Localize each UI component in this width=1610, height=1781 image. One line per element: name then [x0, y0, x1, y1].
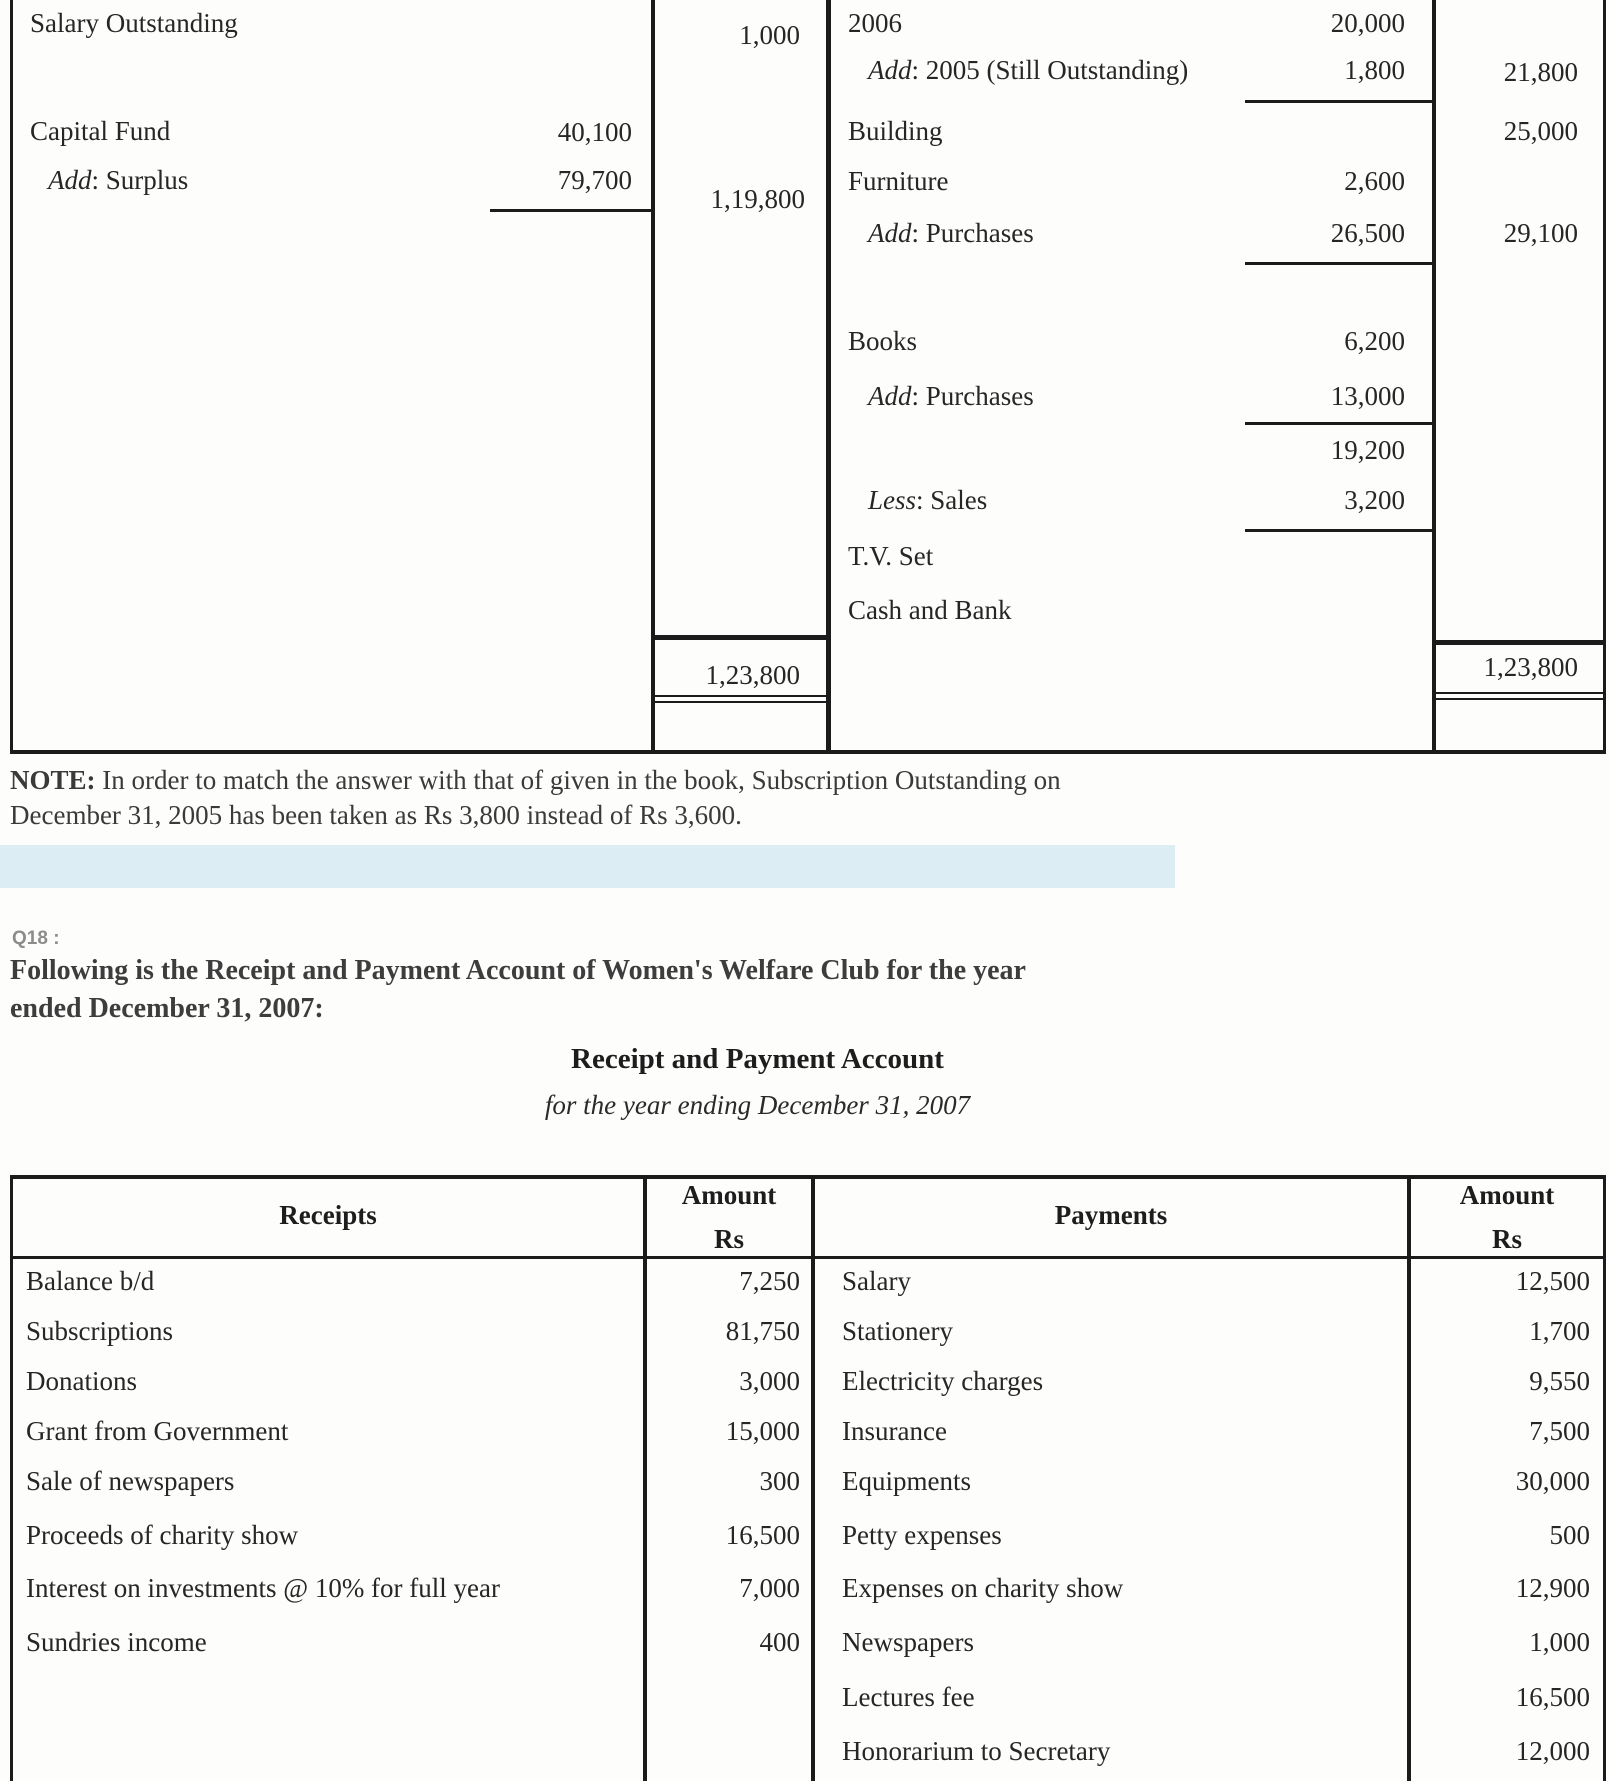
- receipt-label: Proceeds of charity show: [26, 1520, 299, 1550]
- payment-label: Lectures fee: [842, 1682, 975, 1712]
- furniture-total: 29,100: [1503, 218, 1578, 248]
- payment-amount: 12,000: [1515, 1736, 1590, 1766]
- furniture-add-prefix: Add: [868, 218, 912, 248]
- bs-right-total-double-rule-1: [1432, 692, 1606, 694]
- cash-and-bank-label: Cash and Bank: [848, 595, 1012, 625]
- rp-account-title: Receipt and Payment Account: [571, 1043, 944, 1075]
- rp-border-top: [10, 1175, 1606, 1179]
- tv-set-label: T.V. Set: [848, 541, 934, 571]
- note-text-1: In order to match the answer with that of given in the book, Subscription Outstanding on: [95, 765, 1061, 795]
- less-sales-prefix: Less: [868, 485, 917, 515]
- receipt-label: Subscriptions: [26, 1316, 174, 1346]
- payment-label: Newspapers: [842, 1627, 974, 1657]
- rp-header-rule: [10, 1256, 1606, 1259]
- receipt-label: Grant from Government: [26, 1416, 289, 1446]
- bs-right-total-top-rule: [1432, 640, 1606, 645]
- payment-amount: 9,550: [1529, 1366, 1590, 1396]
- furniture-label: Furniture: [848, 166, 949, 196]
- rp-divider-3: [1407, 1175, 1411, 1781]
- capital-fund-total: 1,19,800: [710, 184, 805, 214]
- furniture-value: 2,600: [1344, 166, 1405, 196]
- rp-border-left: [10, 1175, 13, 1781]
- capital-fund-value: 40,100: [557, 117, 632, 147]
- payment-label: Stationery: [842, 1316, 953, 1346]
- rp-header-amount-2b: Rs: [1491, 1224, 1522, 1254]
- left-total: 1,23,800: [705, 660, 800, 690]
- bs-left-total-top-rule: [651, 635, 831, 640]
- receipt-label: Donations: [26, 1366, 137, 1396]
- payment-label: Equipments: [842, 1466, 971, 1496]
- subscription-2006-label: 2006: [848, 8, 902, 38]
- right-total: 1,23,800: [1483, 652, 1578, 682]
- books-value: 6,200: [1344, 326, 1405, 356]
- add-surplus-prefix: Add: [48, 165, 92, 195]
- less-sales-text: : Sales: [916, 485, 988, 515]
- capital-fund-label: Capital Fund: [30, 116, 171, 146]
- add-surplus-label: [48, 165, 188, 196]
- less-sales-label: [868, 485, 987, 516]
- question-id: Q18 :: [12, 928, 60, 949]
- bs-border-left: [10, 0, 13, 753]
- add-2005-value: 1,800: [1344, 55, 1405, 85]
- receipt-amount: 300: [759, 1466, 800, 1496]
- bs-rule-under-79700: [490, 209, 651, 212]
- rp-header-amount-1a: Amount: [681, 1180, 777, 1210]
- receipt-amount: 7,250: [739, 1266, 800, 1296]
- furniture-add-text: : Purchases: [911, 218, 1034, 248]
- payment-amount: 7,500: [1529, 1416, 1590, 1446]
- bs-rule-under-3200: [1245, 529, 1432, 532]
- note-line-1: [10, 765, 1061, 796]
- building-label: Building: [848, 116, 943, 146]
- rp-account-subtitle: for the year ending December 31, 2007: [544, 1090, 971, 1120]
- building-amount: 25,000: [1503, 116, 1578, 146]
- bs-rule-under-26500: [1245, 262, 1432, 265]
- rp-header-payments: Payments: [1054, 1200, 1168, 1230]
- bs-border-bottom: [10, 750, 1606, 754]
- add-2005-text: : 2005 (Still Outstanding): [911, 55, 1189, 85]
- rp-border-right: [1603, 1175, 1606, 1781]
- books-add-text: : Purchases: [911, 381, 1034, 411]
- receipt-amount: 7,000: [739, 1573, 800, 1603]
- payment-label: Honorarium to Secretary: [842, 1736, 1111, 1766]
- receipt-label: Balance b/d: [26, 1266, 155, 1296]
- note-label: NOTE:: [10, 765, 96, 795]
- books-add-purchases-label: [868, 381, 1034, 412]
- payment-amount: 12,900: [1515, 1573, 1590, 1603]
- receipt-label: Sale of newspapers: [26, 1466, 235, 1496]
- furniture-add-purchases-label: [868, 218, 1034, 249]
- payment-amount: 30,000: [1515, 1466, 1590, 1496]
- note-line-2: December 31, 2005 has been taken as Rs 3,800 instead of Rs 3,600.: [10, 800, 742, 830]
- payment-amount: 1,000: [1529, 1627, 1590, 1657]
- receipt-amount: 3,000: [739, 1366, 800, 1396]
- bs-rule-under-1800: [1245, 100, 1432, 103]
- bs-divider-left-amount: [651, 0, 655, 753]
- add-2005-prefix: Add: [868, 55, 912, 85]
- bs-left-total-double-rule-1: [651, 695, 831, 697]
- payment-label: Petty expenses: [842, 1520, 1002, 1550]
- books-add-value: 13,000: [1330, 381, 1405, 411]
- receipt-amount: 81,750: [725, 1316, 800, 1346]
- bs-divider-center: [826, 0, 831, 753]
- payment-label: Electricity charges: [842, 1366, 1044, 1396]
- rp-header-amount-1b: Rs: [713, 1224, 744, 1254]
- books-subtotal: 19,200: [1330, 435, 1405, 465]
- subscription-2006-value: 20,000: [1330, 8, 1405, 38]
- payment-amount: 12,500: [1515, 1266, 1590, 1296]
- add-surplus-text: : Surplus: [91, 165, 189, 195]
- books-label: Books: [848, 326, 918, 356]
- payment-label: Salary: [842, 1266, 911, 1296]
- salary-outstanding-label: Salary Outstanding: [30, 8, 238, 38]
- receipt-amount: 15,000: [725, 1416, 800, 1446]
- receipt-label: Interest on investments @ 10% for full year: [26, 1573, 500, 1603]
- less-sales-value: 3,200: [1344, 485, 1405, 515]
- receipt-amount: 400: [759, 1627, 800, 1657]
- section-divider-band: [0, 845, 1175, 888]
- furniture-add-value: 26,500: [1330, 218, 1405, 248]
- add-surplus-value: 79,700: [557, 165, 632, 195]
- books-add-prefix: Add: [868, 381, 912, 411]
- payment-label: Insurance: [842, 1416, 947, 1446]
- payment-amount: 1,700: [1529, 1316, 1590, 1346]
- payment-amount: 500: [1549, 1520, 1590, 1550]
- payment-amount: 16,500: [1515, 1682, 1590, 1712]
- rp-divider-2: [811, 1175, 815, 1781]
- question-line-1: Following is the Receipt and Payment Account of Women's Welfare Club for the year: [10, 955, 1026, 986]
- add-2005-label: [868, 55, 1188, 86]
- rp-header-amount-2a: Amount: [1459, 1180, 1555, 1210]
- rp-header-receipts: Receipts: [279, 1200, 377, 1230]
- receipt-amount: 16,500: [725, 1520, 800, 1550]
- rp-divider-1: [643, 1175, 647, 1781]
- bs-rule-under-13000: [1245, 422, 1432, 425]
- salary-outstanding-amount: 1,000: [739, 20, 800, 50]
- question-line-2: ended December 31, 2007:: [10, 993, 324, 1024]
- payment-label: Expenses on charity show: [842, 1573, 1124, 1603]
- receipt-label: Sundries income: [26, 1627, 207, 1657]
- bs-left-total-double-rule-2: [651, 701, 831, 703]
- subscriptions-total: 21,800: [1503, 57, 1578, 87]
- bs-right-total-double-rule-2: [1432, 698, 1606, 700]
